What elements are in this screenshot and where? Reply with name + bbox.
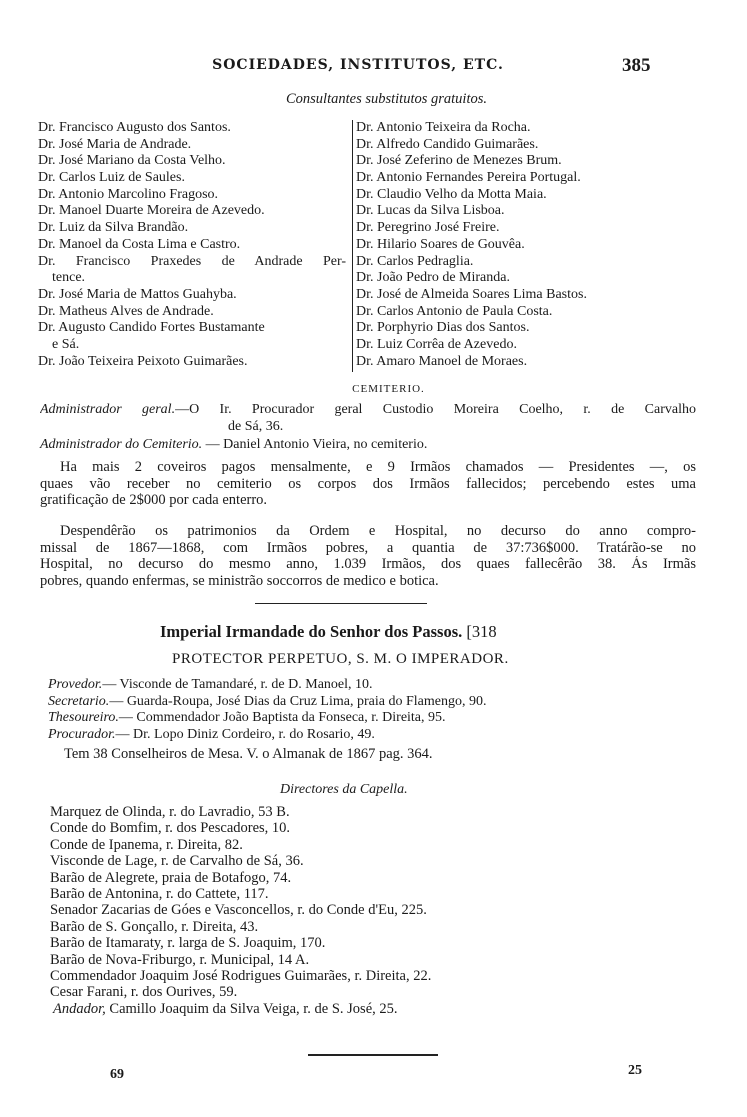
consultant-right-line: Dr. Peregrino José Freire. <box>356 220 500 236</box>
consultant-right-line: Dr. Antonio Fernandes Pereira Portugal. <box>356 170 581 186</box>
director-line: Cesar Farani, r. dos Ourives, 59. <box>50 984 238 1001</box>
paragraph-line: Ha mais 2 coveiros pagos mensalmente, e 9 Irmãos chamados — Presidentes —, os <box>60 459 696 475</box>
paragraph-line: missal de 1867—1868, com Irmãos pobres, a quantia de 37:736$000. Tratárão-se no <box>40 539 696 556</box>
protector-line: PROTECTOR PERPETUO, S. M. O IMPERADOR. <box>172 651 509 667</box>
page-number: 385 <box>622 55 651 76</box>
signature-left: 69 <box>110 1067 124 1082</box>
officer-line <box>48 694 688 711</box>
director-line: Marquez de Olinda, r. do Lavradio, 53 B. <box>50 804 290 820</box>
andador-label: Andador, <box>53 1000 106 1017</box>
director-line: Barão de Antonina, r. do Cattete, 117. <box>50 885 269 902</box>
director-line: Barão de Alegrete, praia de Botafogo, 74. <box>50 869 292 886</box>
consultant-right-line: Dr. Hilario Soares de Gouvêa. <box>356 236 525 252</box>
consultant-right-line: Dr. Claudio Velho da Motta Maia. <box>356 186 547 202</box>
director-line: Barão de Itamaraty, r. larga de S. Joaquim, 170. <box>50 935 326 952</box>
officer-role: Procurador. <box>48 727 116 743</box>
officer-line <box>48 710 688 727</box>
consultant-left-line: Dr. Luiz da Silva Brandão. <box>38 220 189 236</box>
imperial-title <box>160 622 497 642</box>
admin-cemiterio-line <box>40 437 427 454</box>
admin-geral-label: Administrador geral. <box>40 402 176 417</box>
consultant-left-line: Dr. Carlos Luiz de Saules. <box>38 170 185 186</box>
admin-geral-text: —O Ir. Procurador geral Custodio Moreira Coelho, r. de Carvalho <box>175 402 696 417</box>
director-line: Barão de S. Gonçallo, r. Direita, 43. <box>50 918 259 935</box>
admin-geral-cont: de Sá, 36. <box>228 419 284 434</box>
officer-line <box>48 677 688 694</box>
consultant-right-line: Dr. Antonio Teixeira da Rocha. <box>356 120 531 135</box>
director-line: Barão de Nova-Friburgo, r. Municipal, 14 A. <box>50 951 310 968</box>
consultant-left-line: Dr. Manoel da Costa Lima e Castro. <box>38 236 241 252</box>
consultant-left-line: e Sá. <box>52 336 80 352</box>
director-line: Visconde de Lage, r. de Carvalho de Sá, 36. <box>50 853 304 870</box>
officer-role: Provedor. <box>48 677 103 692</box>
paragraph-line: gratificação de 2$000 por cada enterro. <box>40 492 268 509</box>
directors-title: Directores da Capella. <box>280 782 408 797</box>
consultant-right-line: Dr. Carlos Antonio de Paula Costa. <box>356 303 553 319</box>
officer-details: — Commendador João Baptista da Fonseca, r. Direita, 95. <box>118 710 446 726</box>
officer-details: — Visconde de Tamandaré, r. de D. Manoel, 10. <box>102 677 373 692</box>
director-line: Senador Zacarias de Góes e Vasconcellos, r. do Conde d'Eu, 225. <box>50 902 427 919</box>
paragraph-coveiros <box>40 459 696 509</box>
andador-line <box>50 1001 650 1017</box>
consultant-right-line: Dr. José de Almeida Soares Lima Bastos. <box>356 286 587 302</box>
signature-right: 25 <box>628 1063 642 1078</box>
section-rule <box>255 603 427 604</box>
consultant-right-line: Dr. João Pedro de Miranda. <box>356 270 510 286</box>
paragraph-line: Hospital, no decurso do mesmo anno, 1.039 Irmãos, dos quaes fallecêrão 38. Ás Irmãs <box>40 556 696 573</box>
conselheiros-note: Tem 38 Conselheiros de Mesa. V. o Almanak de 1867 pag. 364. <box>64 746 433 762</box>
officers-list <box>48 677 688 744</box>
column-divider <box>352 120 353 372</box>
consultants-left-column <box>38 120 346 370</box>
officer-line <box>48 727 688 744</box>
consultant-left-line: Dr. Francisco Praxedes de Andrade Per- <box>38 253 346 269</box>
admin-geral-line <box>40 402 696 419</box>
director-line: Conde de Ipanema, r. Direita, 82. <box>50 836 243 853</box>
andador-details: Camillo Joaquim da Silva Veiga, r. de S. José, 25. <box>105 1000 398 1017</box>
consultants-right-column <box>356 120 726 370</box>
consultants-title: Consultantes substitutos gratuitos. <box>285 91 488 107</box>
admin-cemiterio-text: — Daniel Antonio Vieira, no cemiterio. <box>202 437 428 452</box>
consultant-left-line: Dr. Antonio Marcolino Fragoso. <box>38 186 219 202</box>
consultant-right-line: Dr. Luiz Corrêa de Azevedo. <box>356 336 517 352</box>
consultant-right-line: Dr. Alfredo Candido Guimarães. <box>356 136 539 152</box>
director-line: Conde do Bomfim, r. dos Pescadores, 10. <box>50 820 291 837</box>
consultant-left-line: Dr. Francisco Augusto dos Santos. <box>38 120 231 135</box>
consultant-right-line: Dr. Porphyrio Dias dos Santos. <box>356 320 530 336</box>
officer-details: — Dr. Lopo Diniz Cordeiro, r. do Rosario, 49. <box>115 727 375 743</box>
paragraph-despendera <box>40 523 696 590</box>
consultant-left-line: Dr. José Maria de Andrade. <box>38 136 192 152</box>
end-rule <box>308 1054 438 1056</box>
cemiterio-heading: CEMITERIO. <box>352 383 425 395</box>
paragraph-line: Despendêrão os patrimonios da Ordem e Hospital, no decurso do anno compro- <box>60 523 696 539</box>
officer-role: Thesoureiro. <box>48 710 119 726</box>
paragraph-line: pobres, quando enfermas, se ministrão soccorros de medico e botica. <box>40 573 439 590</box>
director-line: Commendador Joaquim José Rodrigues Guimarães, r. Direita, 22. <box>50 967 432 984</box>
directors-list <box>50 804 650 1017</box>
officer-role: Secretario. <box>48 693 110 709</box>
consultant-left-line: Dr. Augusto Candido Fortes Bustamante <box>38 320 265 336</box>
consultant-right-line: Dr. Lucas da Silva Lisboa. <box>356 203 505 219</box>
consultant-right-line: Dr. Amaro Manoel de Moraes. <box>356 353 528 369</box>
consultant-right-line: Dr. Carlos Pedraglia. <box>356 253 474 269</box>
consultant-left-line: tence. <box>52 270 86 286</box>
imperial-ref: [318 <box>466 622 497 641</box>
consultant-left-line: Dr. Manoel Duarte Moreira de Azevedo. <box>38 203 265 219</box>
admin-cemiterio-label: Administrador do Cemiterio. <box>40 437 203 452</box>
imperial-title-text: Imperial Irmandade do Senhor dos Passos. <box>160 622 463 641</box>
running-head: SOCIEDADES, INSTITUTOS, ETC. <box>212 57 504 73</box>
consultant-right-line: Dr. José Zeferino de Menezes Brum. <box>356 153 562 169</box>
officer-details: — Guarda-Roupa, José Dias da Cruz Lima, praia do Flamengo, 90. <box>109 693 487 709</box>
consultant-left-line: Dr. Matheus Alves de Andrade. <box>38 303 214 319</box>
paragraph-line: quaes vão receber no cemiterio os corpos dos Irmãos fallecidos; percebendo estes uma <box>40 475 696 492</box>
consultant-left-line: Dr. José Mariano da Costa Velho. <box>38 153 226 169</box>
consultant-left-line: Dr. João Teixeira Peixoto Guimarães. <box>38 353 248 369</box>
consultant-left-line: Dr. José Maria de Mattos Guahyba. <box>38 286 237 302</box>
